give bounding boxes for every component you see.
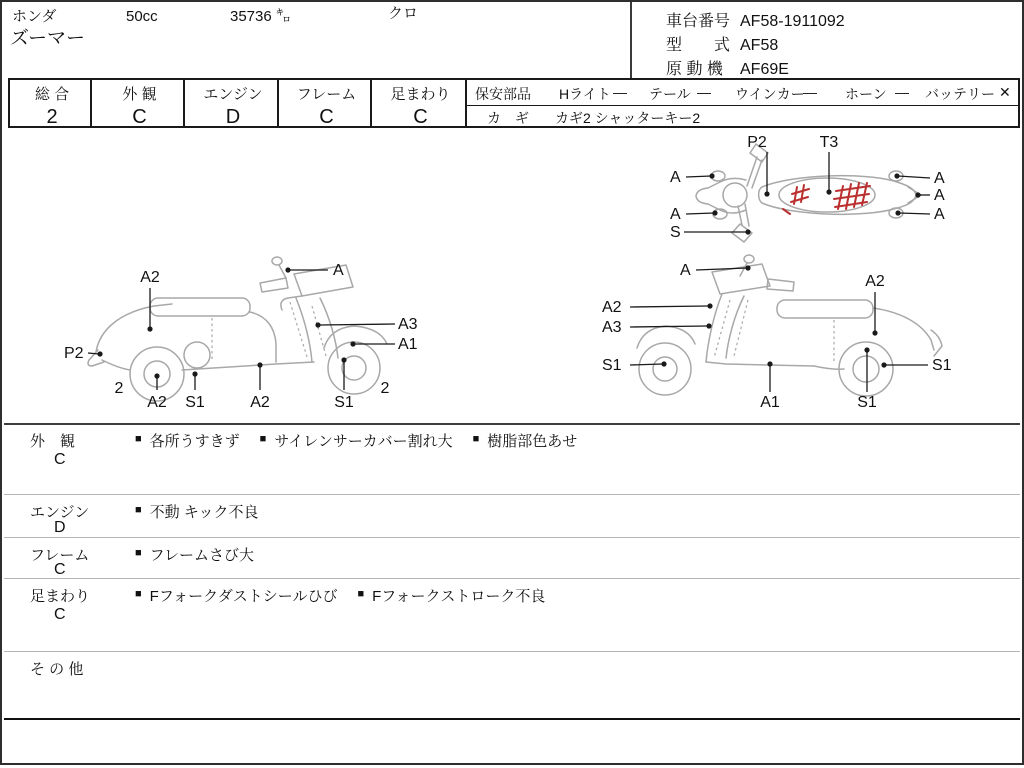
diagram-label: S1 [602,357,622,374]
diagram-label: A3 [602,319,622,336]
winker-status: — [803,84,817,100]
section-items [135,430,577,451]
diagram-label: A [670,169,681,186]
mileage-unit: ㌔ [275,8,291,25]
diagram-label: A [934,170,945,187]
battery-status-x-mark: ✕ [999,84,1011,100]
diagram-label: A [333,262,344,279]
diagram-label: P2 [64,345,84,362]
safety-parts-row [467,80,1018,106]
grade-row [8,78,1020,128]
top-view-leaders [684,152,930,235]
grade-cell-overall [8,78,96,128]
engine-code-row [666,56,789,79]
seat-damage-marks [783,183,870,214]
diagram-label: S1 [334,394,354,411]
grade-cell-exterior [90,78,189,128]
type-row [666,32,778,55]
section-items [135,501,259,522]
diagram-label: S [670,224,681,241]
section-label: フレーム [30,547,90,564]
section-items [135,585,545,606]
defect-item: ■ フレームさび大 [135,544,254,565]
section-label: 外 観 [30,433,76,450]
defect-item: ■ 樹脂部色あせ [473,430,578,451]
grade-cell-engine [183,78,283,128]
diagram-label: T3 [819,134,839,151]
grade-cell-frame [277,78,376,128]
diagram-label: P2 [747,134,767,151]
section-label: エンジン [30,504,90,521]
diagram-label: A3 [398,316,418,333]
section-undercarriage [2,579,1022,651]
type-value: AF58 [740,37,779,54]
headlight-label: Hライト [559,86,611,102]
section-label: そ の 他 [30,661,84,678]
defect-item: ■ 不動 キック不良 [135,501,259,522]
scooter-right-side-diagram [582,252,1002,412]
chassis-number-row [666,8,845,31]
key-row [467,106,1018,126]
diagram-label: 2 [114,380,124,397]
scooter-top-outline [696,144,921,242]
type-label: 型 式 [666,37,731,54]
section-grade: C [54,561,66,578]
taillight-status: — [697,84,711,100]
grade-label: エンジン [203,86,263,103]
battery-label: バッテリー [925,86,995,102]
section-grade: C [54,451,66,468]
chassis-number-value: AF58-1911092 [740,13,845,30]
bottom-divider [4,718,1020,720]
diagram-label: S1 [185,394,205,411]
diagram-label: A2 [147,394,167,411]
diagram-label: A1 [398,336,418,353]
diagram-label: S1 [932,357,952,374]
bullet-icon: ■ [259,433,267,445]
defect-item: ■ Fフォークダストシールひび [135,585,337,606]
taillight-label: テール [649,86,691,102]
horn-label: ホーン [845,86,887,102]
grade-value: C [132,106,147,128]
bullet-icon: ■ [472,433,480,445]
section-items [135,544,254,565]
winker-label: ウインカー [735,86,805,102]
left-view-leaders [88,267,395,390]
grade-value: C [413,106,428,128]
construction-lines [212,302,326,362]
defect-item: ■ Fフォークストローク不良 [357,585,545,606]
section-other [2,652,1022,718]
diagram-label: A2 [250,394,270,411]
section-label: 足まわり [30,588,91,605]
construction-lines [714,300,834,364]
bullet-icon: ■ [357,588,365,600]
chassis-number-label: 車台番号 [666,13,731,30]
mileage [230,9,291,26]
grade-label: フレーム [296,86,357,103]
maker-name: ホンダ [12,8,57,25]
safety-parts-title: 保安部品 [475,86,531,102]
defect-item: ■ サイレンサーカバー割れ大 [260,430,453,451]
diagram-label: S1 [857,394,877,411]
key-label: カ ギ [487,110,529,126]
engine-code-value: AF69E [740,61,789,78]
grade-label: 総 合 [34,86,70,103]
section-grade: D [54,519,66,536]
diagram-label: A2 [140,269,160,286]
diagram-label: A [934,206,945,223]
defect-item: ■ 各所うすきず [135,430,240,451]
section-frame [2,538,1022,578]
bullet-icon: ■ [135,547,142,559]
diagram-label: A [670,206,681,223]
diagram-label: A2 [602,299,622,316]
diagram-label: A [934,187,945,204]
grade-value: D [225,106,241,128]
scooter-left-side-diagram [62,252,492,412]
grade-label: 外 観 [122,86,157,103]
header-divider [630,2,632,78]
section-engine [2,495,1022,537]
grade-cell-undercarriage [370,78,471,128]
engine-code-label: 原 動 機 [666,61,723,78]
diagram-label: A1 [760,394,780,411]
key-value: カギ2 シャッターキー2 [555,110,701,126]
scooter-top-view-diagram [662,132,1022,252]
bullet-icon: ■ [135,588,142,600]
bullet-icon: ■ [135,504,142,516]
grade-value: 2 [46,106,58,128]
model-name: ズーマー [10,28,86,49]
horn-status: — [895,84,909,100]
displacement: 50cc [126,8,158,25]
body-color: クロ [388,5,419,22]
grade-label: 足まわり [390,86,451,103]
grade-value: C [319,106,334,128]
section-grade: C [54,606,66,623]
safety-parts-box [465,78,1020,128]
mileage-value: 35736 [230,8,272,25]
headlight-status: — [613,84,627,100]
diagram-label: 2 [380,380,390,397]
bullet-icon: ■ [135,433,142,445]
diagram-label: A [680,262,691,279]
diagram-label: A2 [865,273,885,290]
section-exterior [2,424,1022,494]
